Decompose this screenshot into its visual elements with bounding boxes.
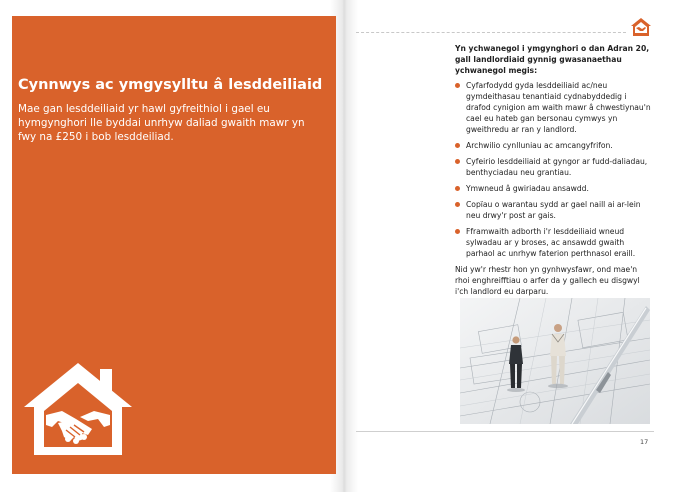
list-item [455, 226, 651, 259]
bullet-dot-icon [455, 229, 460, 234]
house-handshake-icon [18, 355, 138, 463]
page-number: 17 [640, 438, 649, 446]
list-item-text: Fframwaith adborth i'r lesddeiliaid wneud sylwadau ar y broses, ac ansawdd gwaith parhaol ac unrhyw faterion perthnasol eraill. [466, 227, 636, 258]
list-item-text: Copïau o warantau sydd ar gael naill ai ar-lein neu drwy'r post ar gais. [466, 200, 641, 220]
bullet-dot-icon [455, 143, 460, 148]
right-outro: Nid yw'r rhestr hon yn gynhwysfawr, ond mae'n rhoi enghreifftiau o arfer da y gallech eu disgwyl i'ch landlord eu darparu. [455, 265, 640, 296]
right-text-column [455, 43, 651, 297]
list-item-text: Cyfeirio lesddeiliaid at gyngor ar fudd-daliadau, benthyciadau neu grantiau. [466, 157, 648, 177]
bullet-dot-icon [455, 186, 460, 191]
list-item [455, 183, 651, 194]
bullet-dot-icon [455, 202, 460, 207]
house-handshake-icon [630, 16, 652, 38]
architect-figurines-photo [460, 298, 650, 424]
list-item [455, 140, 651, 151]
bullet-dot-icon [455, 83, 460, 88]
list-item [455, 156, 651, 178]
list-item [455, 199, 651, 221]
left-page-title: Cynnwys ac ymgysylltu â lesddeiliaid [18, 77, 323, 93]
list-item-text: Archwilio cynlluniau ac amcangyfrifon. [466, 141, 613, 150]
list-item [455, 80, 651, 135]
list-item-text: Cyfarfodydd gyda lesddeiliaid ac/neu gymdeithasau tenantiaid cydnabyddedig i drafod cynigion am waith mawr â chwestiynau'n cael eu hateb gan bersonau cymwys yn gweithredu ar ran y landlord. [466, 81, 651, 134]
bottom-divider [356, 431, 654, 432]
right-intro: Yn ychwanegol i ymgynghori o dan Adran 20, gall landlordiaid gynnig gwasanaethau ychwanegol megis: [455, 44, 650, 75]
services-list [455, 80, 651, 259]
list-item-text: Ymwneud â gwiriadau ansawdd. [466, 184, 589, 193]
bullet-dot-icon [455, 159, 460, 164]
top-divider [356, 32, 626, 33]
left-page-body: Mae gan lesddeiliaid yr hawl gyfreithiol i gael eu hymgynghori lle byddai unrhyw daliad gwaith mawr yn fwy na £250 i bob lesddeiliad. [18, 103, 305, 143]
